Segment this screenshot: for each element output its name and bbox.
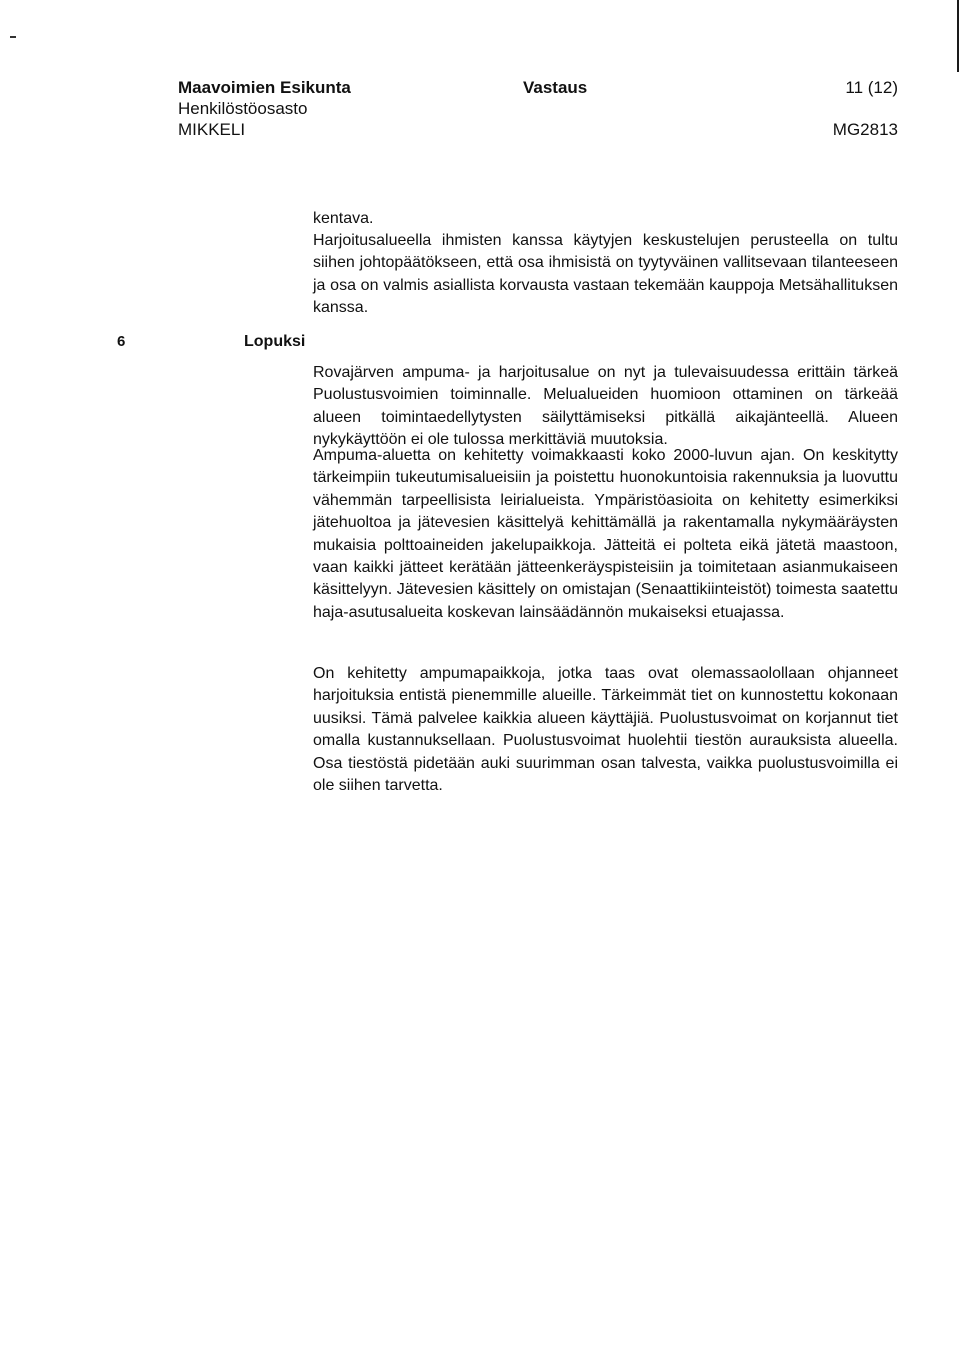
document-id: MG2813	[832, 120, 898, 139]
paragraph	[313, 230, 898, 320]
paragraph-text: kentava.	[313, 210, 374, 227]
paragraph	[313, 663, 898, 797]
page-number: 11 (12)	[845, 78, 898, 97]
section-title: Lopuksi	[244, 333, 306, 350]
sender-block	[178, 77, 351, 140]
page-edge	[957, 0, 959, 72]
page-info	[833, 77, 898, 140]
scan-mark	[10, 36, 16, 38]
paragraph-text: Harjoitusalueella ihmisten kanssa käytyjen keskustelujen perusteella on tultu siihen johtopäätökseen, että osa ihmisistä on tyytyväinen vallitsevaan tilanteeseen ja osa on valmis asiallista korvausta vastaan tekemään kauppoja Metsähallituksen kanssa.	[313, 232, 898, 317]
document-header	[178, 77, 898, 157]
paragraph-text: Rovajärven ampuma- ja harjoitusalue on nyt ja tulevaisuudessa erittäin tärkeä Puolustusvoimien toiminnalle. Melualueiden huomioon ottaminen on tärkeää alueen toimintaedellytysten säilyttämiseksi pitkällä aikajänteellä. Alueen nykykäyttöön ei ole tulossa merkittäviä muutoksia.	[313, 364, 898, 449]
paragraph-text: On kehitetty ampumapaikkoja, jotka taas ovat olemassaolollaan ohjanneet harjoituksia entistä pienemmille alueille. Tärkeimmät tiet on kunnostettu kokonaan uusiksi. Tämä palvelee kaikkia alueen käyttäjiä. Puolustusvoimat on korjannut tiet omalla kustannuksellaan. Puolustusvoimat huolehtii tiestön aurauksista alueella. Osa tiestöstä pidetään auki suurimman osan talvesta, vaikka puolustusvoimilla ei ole siihen tarvetta.	[313, 665, 898, 795]
paragraph	[313, 362, 898, 452]
department-name: Henkilöstöosasto	[178, 99, 308, 118]
document-type: Vastaus	[523, 78, 588, 97]
paragraph-text: Ampuma-aluetta on kehitetty voimakkaasti koko 2000-luvun ajan. On keskitytty tärkeimpiin tukeutumisalueisiin ja poistettu huonokuntoisia rakennuksia ja luovuttu vähemmän tarpeellisista leirialueista. Ympäristöasioita on kehitetty esimerkiksi jätehuoltoa ja jätevesien käsittelyä kehittämällä ja rakentamalla nykymääräysten mukaisia polttoaineiden jakelupaikkoja. Jätteitä ei polteta eikä jätetä maastoon, vaan kaikki jätteet kerätään jätteenkeräyspisteisiin ja toimitetaan asianmukaiseen käsittelyyn. Jätevesien käsittely on omistajan (Senaattikiinteistöt) toimesta saatettu haja-asutusalueita koskevan lainsäädännön mukaiseksi etuajassa.	[313, 447, 898, 621]
city-name: MIKKELI	[178, 120, 246, 139]
paragraph	[313, 445, 898, 624]
paragraph-fragment	[313, 208, 898, 230]
org-name: Maavoimien Esikunta	[178, 78, 351, 97]
section-number: 6	[117, 333, 126, 350]
